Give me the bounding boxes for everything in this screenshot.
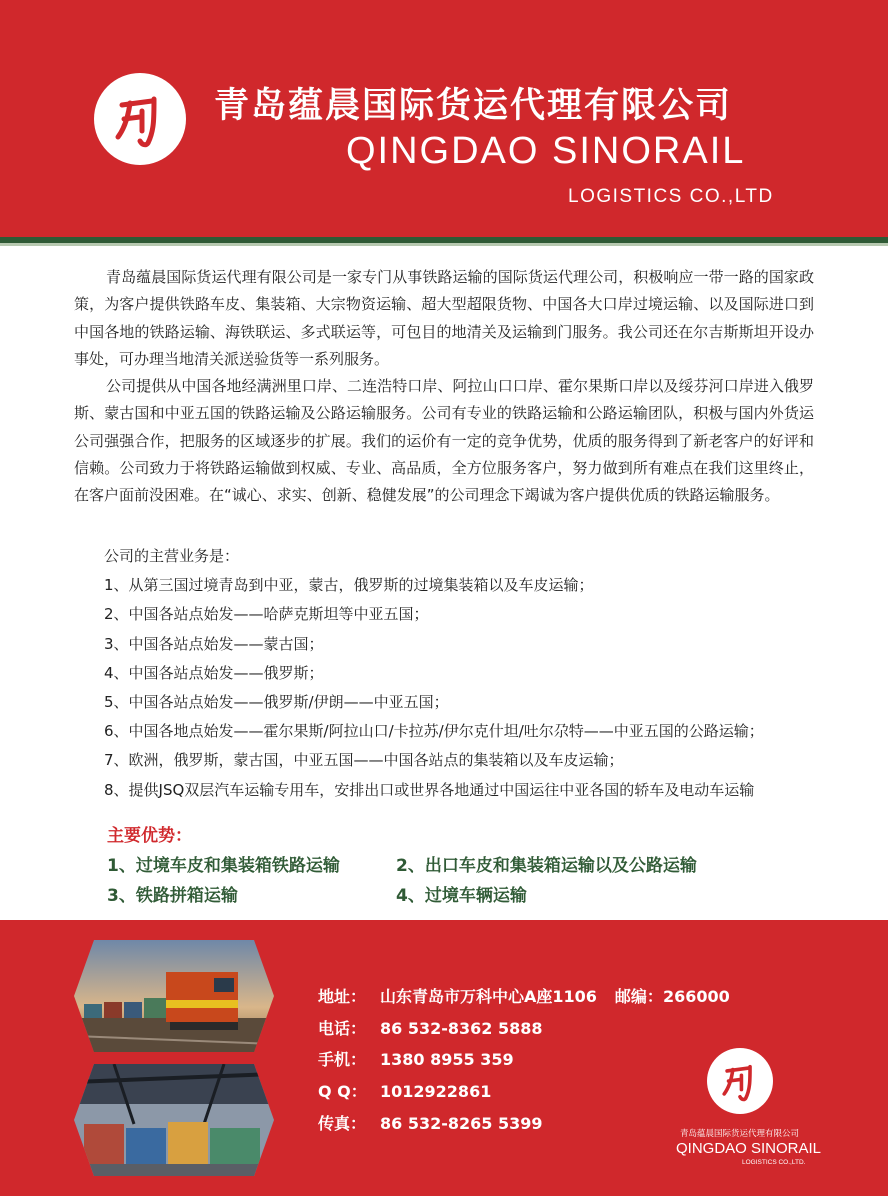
company-name-en-sub: LOGISTICS CO.,LTD [568, 186, 774, 207]
business-title: 公司的主营业务是： [104, 547, 240, 565]
mobile-label: 手机： [318, 1050, 367, 1069]
container-port-photo [74, 1064, 274, 1176]
business-list [104, 542, 824, 805]
address-value: 山东青岛市万科中心A座1106 [380, 987, 597, 1006]
fax-row [318, 1111, 543, 1134]
address-label: 地址： [318, 987, 367, 1006]
business-item: 2、中国各站点始发——哈萨克斯坦等中亚五国； [104, 605, 429, 624]
train-photo [74, 940, 274, 1052]
postcode-label: 邮编： [614, 987, 663, 1006]
advantages-title: 主要优势： [107, 826, 192, 846]
advantage-item: 3、铁路拼箱运输 [107, 886, 238, 906]
phone-value: 86 532-8362 5888 [380, 1019, 543, 1038]
fax-value: 86 532-8265 5399 [380, 1114, 543, 1133]
qq-row [318, 1079, 491, 1102]
company-name-en: QINGDAO SINORAIL [346, 130, 746, 172]
advantage-item: 1、过境车皮和集装箱铁路运输 [107, 856, 340, 876]
sinorail-logo-icon [94, 73, 186, 165]
business-item: 4、中国各站点始发——俄罗斯； [104, 663, 324, 682]
business-item: 6、中国各地点始发——霍尔果斯/阿拉山口/卡拉苏/伊尔克什坦/吐尔尕特——中亚五国的公路运输； [104, 722, 764, 741]
intro-paragraph-2: 公司提供从中国各地经满洲里口岸、二连浩特口岸、阿拉山口口岸、霍尔果斯口岸以及绥芬河口岸进入俄罗斯、蒙古国和中亚五国的铁路运输及公路运输服务。公司有专业的铁路运输和公路运输团队，积极与国内外货运公司强强合作，把服务的区域逐步的扩展。我们的运价有一定的竞争优势，优质的服务得到了新老客户的好评和信赖。公司致力于将铁路运输做到权威、专业、高品质，全方位服务客户，努力做到所有难点在我们这里终止，在客户面前没困难。在“诚心、求实、创新、稳健发展”的公司理念下竭诚为客户提供优质的铁路运输服务。 [74, 377, 814, 505]
company-name-cn: 青岛蕴晨国际货运代理有限公司 [214, 86, 733, 126]
advantage-item: 4、过境车辆运输 [396, 886, 527, 906]
header-divider-light [0, 243, 888, 246]
business-item: 8、提供JSQ双层汽车运输专用车，安排出口或世界各地通过中国运往中亚各国的轿车及电动车运输 [104, 780, 755, 799]
qq-value: 1012922861 [380, 1082, 492, 1101]
postcode-value: 266000 [662, 987, 730, 1006]
business-item: 3、中国各站点始发——蒙古国； [104, 634, 324, 653]
advantage-item: 2、出口车皮和集装箱运输以及公路运输 [396, 856, 697, 876]
intro-text [74, 264, 814, 510]
mobile-row [318, 1047, 514, 1070]
address-row [318, 984, 730, 1007]
phone-row [318, 1016, 543, 1039]
fax-label: 传真： [318, 1114, 367, 1133]
footer-company-en: QINGDAO SINORAIL [676, 1140, 822, 1157]
footer-logo-icon [707, 1048, 773, 1114]
intro-paragraph-1: 青岛蕴晨国际货运代理有限公司是一家专门从事铁路运输的国际货运代理公司，积极响应一带一路的国家政策，为客户提供铁路车皮、集装箱、大宗物资运输、超大型超限货物、中国各大口岸过境运输、以及国际进口到中国各地的铁路运输、海铁联运、多式联运等，可包目的地清关及运输到门服务。我公司还在尔吉斯斯坦开设办事处，可办理当地清关派送验货等一系列服务。 [74, 268, 814, 368]
business-item: 5、中国各站点始发——俄罗斯/伊朗——中亚五国； [104, 693, 449, 712]
phone-label: 电话： [318, 1019, 367, 1038]
qq-label: Q Q： [318, 1082, 367, 1101]
mobile-value: 1380 8955 359 [380, 1050, 514, 1069]
footer-company-en-sub: LOGISTICS CO.,LTD. [742, 1159, 806, 1166]
footer-company-cn: 青岛蕴晨国际货运代理有限公司 [680, 1129, 800, 1139]
business-item: 7、欧洲，俄罗斯，蒙古国，中亚五国——中国各站点的集装箱以及车皮运输； [104, 751, 624, 770]
business-item: 1、从第三国过境青岛到中亚，蒙古，俄罗斯的过境集装箱以及车皮运输； [104, 576, 594, 595]
